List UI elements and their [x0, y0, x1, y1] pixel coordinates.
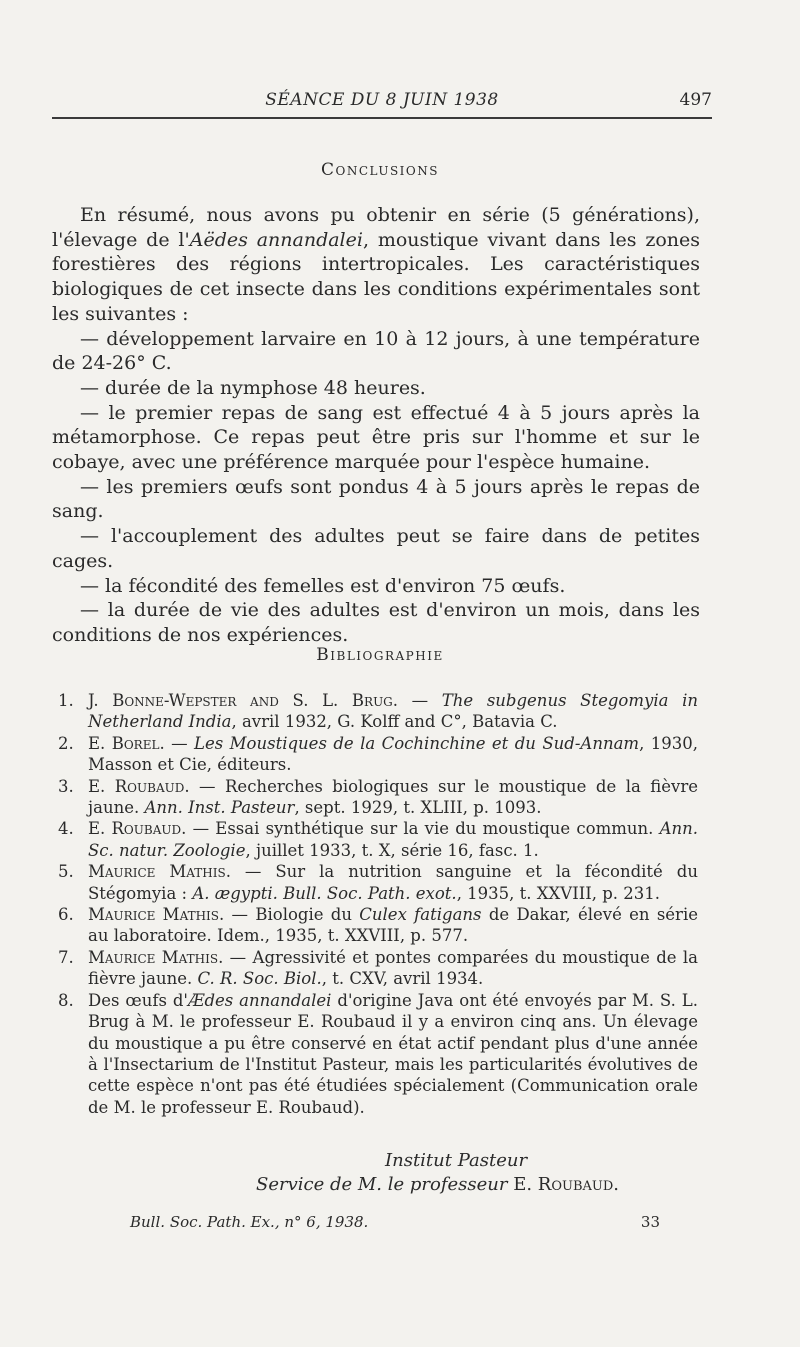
signature-service [256, 1174, 619, 1195]
bib-text [88, 904, 698, 947]
conclusion-item: — le premier repas de sang est effectué 4 à 5 jours après la métamorphose. Ce repas peut être pris sur l'homme et sur le cobaye, avec une préférence marquée pour l'espèce humaine. [52, 401, 700, 474]
bib-author: E. Roubaud. [88, 776, 190, 796]
bib-rest: , 1930, Masson et Cie, éditeurs. [88, 733, 698, 775]
bib-author: Maurice Mathis. [88, 947, 224, 967]
conclusion-item: — les premiers œufs sont pondus 4 à 5 jours après le repas de sang. [52, 475, 700, 523]
signature-service-text: Service de M. le professeur [256, 1174, 508, 1195]
bib-title: Les Moustiques de la Cochinchine et du Sud-Annam [194, 733, 640, 753]
bib-rest: de Dakar, élevé en série au laboratoire. Idem., 1935, t. XXVIII, p. 577. [88, 905, 698, 946]
bibliography-heading: Bibliographie [316, 645, 444, 665]
conclusions-intro [52, 203, 700, 327]
intro-text-b: , moustique vivant dans les zones forestières des régions intertropicales. Les caractéristiques biologiques de cet insecte dans les conditions expérimentales sont les suivantes : [52, 228, 701, 325]
conclusion-item: — la durée de vie des adultes est d'environ un mois, dans les conditions de nos expériences. [52, 599, 700, 646]
bib-sep: — [164, 733, 195, 753]
bib-entry [58, 818, 698, 861]
bib-text [88, 690, 698, 733]
bib-rest: , 1935, t. XXVIII, p. 231. [456, 883, 661, 903]
bib-number: 3. [58, 776, 74, 796]
intro-species: Aëdes annandalei [189, 228, 363, 251]
bib-sep: Des œufs d' [88, 990, 188, 1010]
bib-title: Ann. Sc. natur. Zoologie [88, 819, 699, 860]
bib-title: The subgenus Stegomyia in Netherland India [88, 691, 698, 732]
bib-rest: , t. CXV, avril 1934. [321, 969, 484, 989]
signature-name: E. Roubaud. [513, 1174, 620, 1195]
running-title: SÉANCE DU 8 JUIN 1938 [265, 90, 499, 110]
header-rule [52, 117, 712, 119]
footer-sheet-number: 33 [640, 1213, 660, 1231]
bib-entry [58, 861, 698, 904]
bib-author: Maurice Mathis. [88, 905, 225, 925]
page-footer [130, 1213, 660, 1231]
bib-entry [58, 990, 698, 1118]
bib-rest: , sept. 1929, t. XLIII, p. 1093. [294, 798, 542, 818]
conclusion-item: — durée de la nymphose 48 heures. [80, 376, 426, 399]
bib-entry [58, 947, 698, 990]
bib-title: Culex fatigans [359, 905, 482, 925]
bib-entry [58, 904, 698, 947]
conclusion-item: — développement larvaire en 10 à 12 jours, à une température de 24-26° C. [52, 327, 700, 375]
conclusion-item: — l'accouplement des adultes peut se faire dans de petites cages. [52, 525, 700, 572]
bib-author: J. Bonne-Wepster and S. L. Brug. [88, 691, 399, 710]
bib-text [88, 818, 698, 861]
bibliography-list [58, 690, 698, 1118]
bib-sep: — Essai synthétique sur la vie du moustique commun. [186, 819, 660, 839]
conclusions-heading: Conclusions [321, 160, 439, 180]
bib-text [88, 861, 698, 904]
footer-reference: Bull. Soc. Path. Ex., n° 6, 1938. [130, 1213, 369, 1231]
conclusion-item: — la fécondité des femelles est d'environ 75 œufs. [80, 574, 566, 597]
bib-sep: — Agressivité et pontes comparées du moustique de la fièvre jaune. [88, 947, 698, 989]
bib-entry [58, 733, 698, 776]
bib-title: A. ægypti. Bull. Soc. Path. exot. [192, 883, 457, 903]
signature-institute: Institut Pasteur [385, 1150, 528, 1171]
bib-author: E. Roubaud. [88, 819, 187, 839]
bib-rest: , avril 1932, G. Kolff and C°, Batavia C. [231, 712, 558, 732]
bib-number: 2. [58, 733, 74, 753]
bib-author: E. Borel. [88, 733, 165, 753]
intro-text-a: En résumé, nous avons pu obtenir en série (5 générations), l'élevage de l' [52, 204, 700, 251]
bib-text [88, 947, 698, 990]
bib-sep: — Sur la nutrition sanguine et la fécondité du Stégomyia : [88, 862, 698, 903]
bib-sep: — Biologie du [224, 905, 360, 925]
bib-number: 1. [58, 691, 74, 710]
bib-rest: d'origine Java ont été envoyés par M. S. L. Brug à M. le professeur E. Roubaud il y a environ cinq ans. Un élevage du moustique a pu être conservé en état actif pendant plus d'une année à l'Insectarium de l'Institut Pasteur, mais les particularités évolutives de cette espèce n'ont pas été étudiées spécialement (Communication orale de M. le professeur E. Roubaud). [88, 990, 698, 1117]
bib-text [88, 990, 698, 1118]
bib-sep: — Recherches biologiques sur le moustique de la fièvre jaune. [88, 776, 699, 818]
bib-entry [58, 690, 698, 733]
bib-author: Maurice Mathis. [88, 862, 231, 882]
bib-entry [58, 776, 698, 819]
bib-title: Ann. Inst. Pasteur [144, 798, 295, 818]
conclusions-body [52, 203, 700, 648]
bib-number: 8. [58, 990, 74, 1010]
bib-sep: — [398, 691, 442, 710]
bib-number: 5. [58, 862, 74, 882]
page-number: 497 [679, 90, 712, 110]
bib-number: 7. [58, 947, 74, 967]
bib-text [88, 776, 698, 819]
bib-title: Ædes annandalei [187, 990, 332, 1010]
bib-text [88, 733, 698, 776]
bib-number: 4. [58, 819, 74, 839]
bib-title: C. R. Soc. Biol. [197, 969, 322, 989]
bib-rest: , juillet 1933, t. X, série 16, fasc. 1. [245, 840, 539, 860]
running-header [52, 86, 712, 116]
bib-number: 6. [58, 905, 74, 925]
